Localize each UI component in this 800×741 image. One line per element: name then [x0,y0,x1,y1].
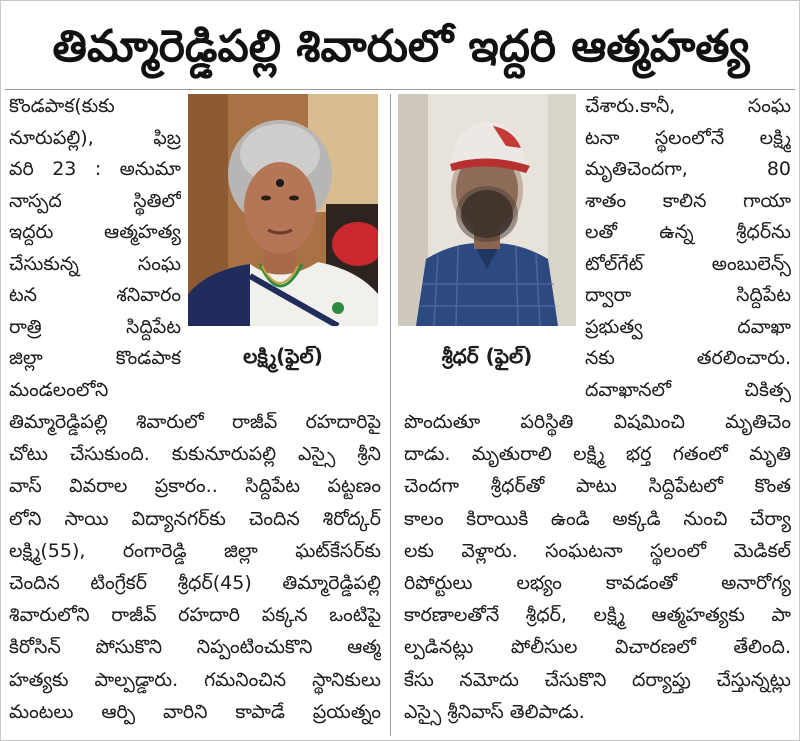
left-column-line: లోని సాయి విద్యానగర్‌కు చెందిన శిరోద్కర్ [9,507,381,530]
right-column-line: లతో ఉన్న శ్రీధర్‌ను [585,221,791,243]
left-column-line: చేసుకున్న సంఘ [9,252,181,275]
left-column-line: రాత్రి సిద్దిపేట [9,315,181,338]
left-column-line: నాస్పద స్థితిలో [9,189,181,212]
right-column-line: ల్పడినట్లు పోలీసుల విచారణలో తేలింది. [404,636,791,659]
photo-lakshmi [188,94,378,326]
left-column-line: ఇద్దరు ఆత్మహత్య [9,221,181,243]
right-column-line: కేసు నమోదు చేసుకొని దర్యాప్తు చేస్తున్నట్లు [404,668,791,691]
right-column-line: మృతిచెందగా, 80 [585,158,791,180]
right-column-line: చేశారు.కానీ, సంఘ [585,95,791,117]
right-column-line: రిపోర్టులు లభ్యం కావడంతో అనారోగ్య [404,571,791,594]
left-column-line: శివారులోని రాజీవ్ రహదారి పక్కన ఒంటిపై [9,604,381,627]
right-column-line: కారణాలతోనే శ్రీధర్, లక్ష్మి ఆత్మహత్యకు పా [404,604,791,627]
right-column-line: దాడు. మృతురాలి లక్ష్మి భర్త గతంలో మృతి [404,443,791,466]
right-column-line: నకు తరలించారు. [585,347,791,369]
left-column-line: తిమ్మారెడ్డిపల్లి శివారులో రాజీవ్ రహదారిపై [9,411,381,433]
right-column-line: పొందుతూ పరిస్థితి విషమించి మృతిచెం [404,411,791,433]
right-column-line: శాతం కాలిన గాయా [585,189,791,212]
photo-sridhar [398,94,576,326]
headline: తిమ్మారెడ్డిపల్లి శివారులో ఇద్దరి ఆత్మహత్య [52,21,750,72]
right-column-line: టోల్‌గేట్ అంబులెన్స్ [585,252,791,275]
portrait-woman-image [188,94,378,326]
portrait-man-image [398,94,576,326]
photo-caption-lakshmi: లక్ష్మి(ఫైల్) [243,344,323,368]
right-column-line: టనా స్థలంలోనే లక్ష్మి [585,126,791,149]
left-column-line: మండలంలోని [9,378,109,401]
left-column-line: లక్ష్మి(55), రంగారెడ్డి జిల్లా ఘట్‌కేసర్‌కు [9,539,381,562]
left-column-line: నూరుపల్లి), ఫిబ్ర [9,126,181,149]
photo-caption-sridhar: శ్రీధర్ (ఫైల్) [441,344,533,368]
right-column-line: ఎస్సై శ్రీనివాస్ తెలిపాడు. [404,700,585,723]
left-column-line: కిరోసిన్ పోసుకొని నిప్పంటించుకొని ఆత్మ [9,636,381,659]
right-column-top-text [585,91,791,406]
right-column-line: లకు వెళ్లారు. సంఘటనా స్థలంలో మెడికల్ [404,539,791,562]
left-column-line: హత్యకు పాల్పడ్డారు. గమనించిన స్థానికులు [9,668,381,691]
left-column-line: చెందిన టింగ్రేకర్ శ్రీధర్(45) తిమ్మారెడ్డిపల్లి [9,571,381,594]
left-column-line: టన శనివారం [9,284,181,306]
right-column-line: ద్వారా సిద్దిపేట [585,284,791,306]
headline-rule [5,89,795,90]
right-column-line: కాలం కిరాయికి ఉండి అక్కడి నుంచి చేర్యా [404,507,791,530]
left-column-line: మంటలు ఆర్పి వారిని కాపాడే ప్రయత్నం [9,700,381,723]
right-column-bottom-text [404,406,791,728]
left-column-line: చోటు చేసుకుంది. కుకునూరుపల్లి ఎస్సై శ్రీని [9,443,381,466]
left-column-line: కొండపాక(కుకు [9,95,115,117]
right-column-line: ప్రభుత్వ దవాఖా [585,315,791,338]
left-column-line: వరి 23 : అనుమా [9,158,181,180]
right-column-line: చెందగా శ్రీధర్‌తో పాటు సిద్దిపేటలో కొంత [404,475,791,498]
column-divider [390,94,391,736]
left-column-top-text [9,91,181,406]
left-column-line: జిల్లా కొండపాక [9,347,181,369]
left-column-line: వాస్ వివరాల ప్రకారం.. సిద్దిపేట పట్టణం [9,475,381,498]
right-column-line: దవాఖానలో చికిత్స [585,378,791,401]
left-column-bottom-text [9,406,381,728]
